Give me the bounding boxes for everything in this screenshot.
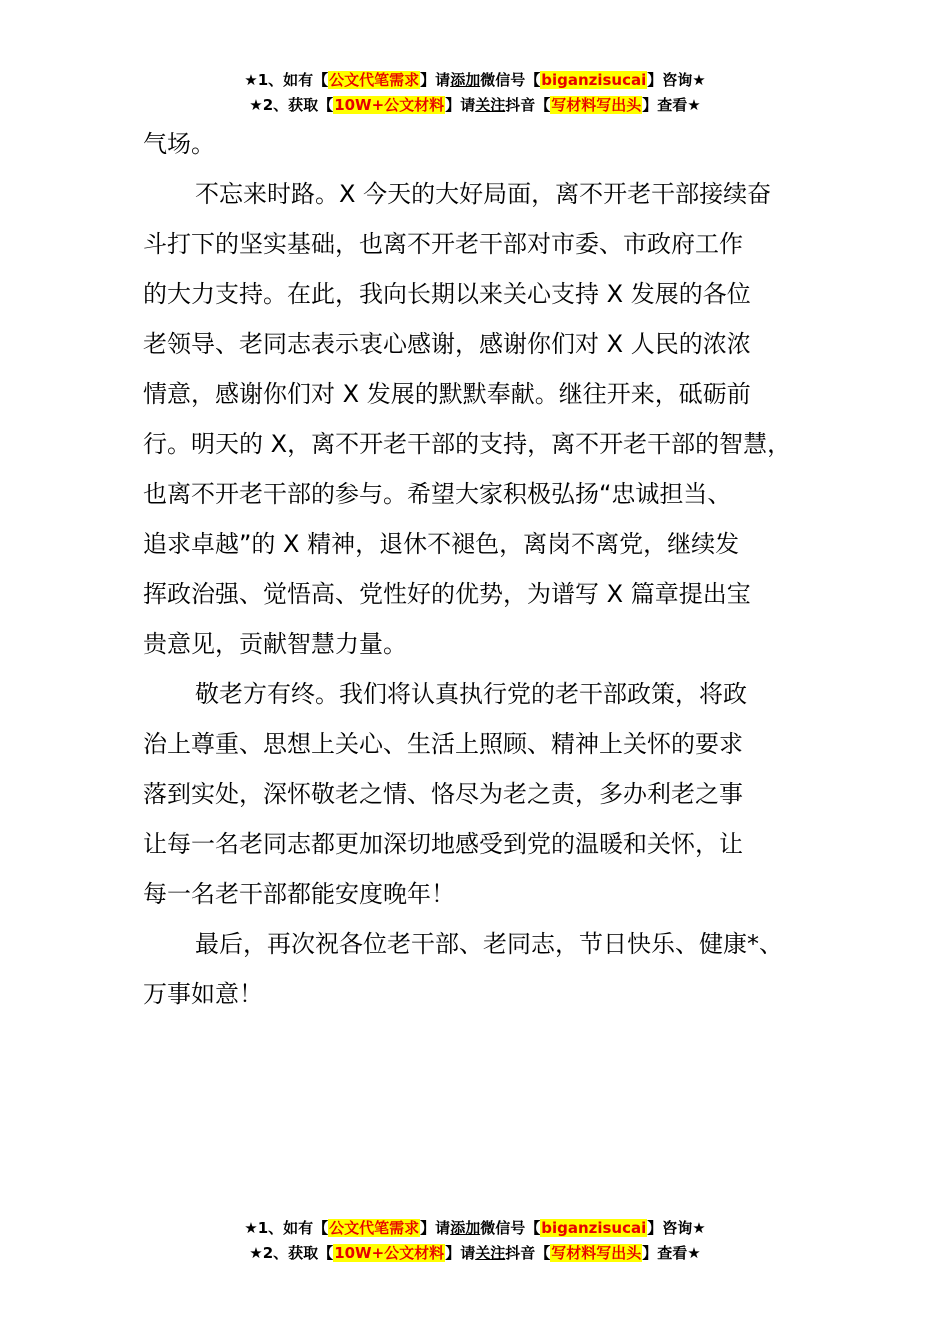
banner-text: 】请 — [420, 1219, 451, 1237]
banner-underlined-text: 关注 — [475, 96, 506, 114]
banner-underlined-text: 关注 — [475, 1244, 506, 1262]
banner-highlight: 10W+公文材料 — [334, 96, 445, 114]
banner-text: 抖音【 — [505, 96, 551, 114]
body-line: 贵意见，贡献智慧力量。 — [143, 630, 407, 658]
banner-text: ★1、如有【 — [244, 1219, 329, 1237]
banner-text: ★2、获取【 — [249, 96, 334, 114]
banner-highlight: biganzisucai — [541, 71, 647, 89]
body-line: 落到实处，深怀敬老之情、恪尽为老之责，多办利老之事 — [143, 780, 743, 808]
banner-highlight: 写材料写出头 — [551, 1244, 642, 1262]
banner-text: 】查看★ — [642, 1244, 701, 1262]
banner-text: 】咨询★ — [647, 1219, 706, 1237]
banner-text: 】咨询★ — [647, 71, 706, 89]
banner-text: 微信号【 — [480, 71, 541, 89]
banner-text: 】请 — [445, 96, 476, 114]
paragraph-start-line: 敬老方有终。我们将认真执行党的老干部政策，将政 — [195, 680, 747, 708]
banner-text: 】请 — [445, 1244, 476, 1262]
body-line: 的大力支持。在此，我向长期以来关心支持 X 发展的各位 — [143, 280, 751, 308]
banner-text: 】查看★ — [642, 96, 701, 114]
body-line: 让每一名老同志都更加深切地感受到党的温暖和关怀，让 — [143, 830, 743, 858]
body-line: 每一名老干部都能安度晚年！ — [143, 880, 455, 908]
banner-text: ★1、如有【 — [244, 71, 329, 89]
banner-highlight: 写材料写出头 — [551, 96, 642, 114]
footer-banner — [0, 1216, 950, 1266]
document-body — [143, 119, 833, 1019]
body-line: 行。明天的 X，离不开老干部的支持，离不开老干部的智慧， — [143, 430, 792, 458]
body-line: 挥政治强、觉悟高、党性好的优势，为谱写 X 篇章提出宝 — [143, 580, 751, 608]
banner-highlight: 公文代笔需求 — [329, 71, 420, 89]
header-banner — [0, 68, 950, 118]
banner-highlight: biganzisucai — [541, 1219, 647, 1237]
banner-highlight: 10W+公文材料 — [334, 1244, 445, 1262]
banner-highlight: 公文代笔需求 — [329, 1219, 420, 1237]
footer-banner-line-2 — [0, 1241, 950, 1266]
banner-text: 】请 — [420, 71, 451, 89]
body-line: 追求卓越”的 X 精神，退休不褪色，离岗不离党，继续发 — [143, 530, 740, 558]
header-banner-line-2 — [0, 93, 950, 118]
banner-text: 抖音【 — [505, 1244, 551, 1262]
banner-underlined-text: 添加 — [450, 71, 481, 89]
body-line: 情意，感谢你们对 X 发展的默默奉献。继往开来，砥砺前 — [143, 380, 751, 408]
body-line: 老领导、老同志表示衷心感谢，感谢你们对 X 人民的浓浓 — [143, 330, 751, 358]
paragraph-start-line: 最后，再次祝各位老干部、老同志，节日快乐、健康*、 — [195, 930, 783, 958]
header-banner-line-1 — [0, 68, 950, 93]
paragraph-start-line: 不忘来时路。X 今天的大好局面，离不开老干部接续奋 — [195, 180, 772, 208]
body-line: 治上尊重、思想上关心、生活上照顾、精神上关怀的要求 — [143, 730, 743, 758]
body-line: 万事如意！ — [143, 980, 263, 1008]
banner-text: ★2、获取【 — [249, 1244, 334, 1262]
footer-banner-line-1 — [0, 1216, 950, 1241]
body-line: 斗打下的坚实基础，也离不开老干部对市委、市政府工作 — [143, 230, 743, 258]
banner-text: 微信号【 — [480, 1219, 541, 1237]
banner-underlined-text: 添加 — [450, 1219, 481, 1237]
body-line: 也离不开老干部的参与。希望大家积极弘扬“忠诚担当、 — [143, 480, 732, 508]
body-line: 气场。 — [143, 130, 215, 158]
